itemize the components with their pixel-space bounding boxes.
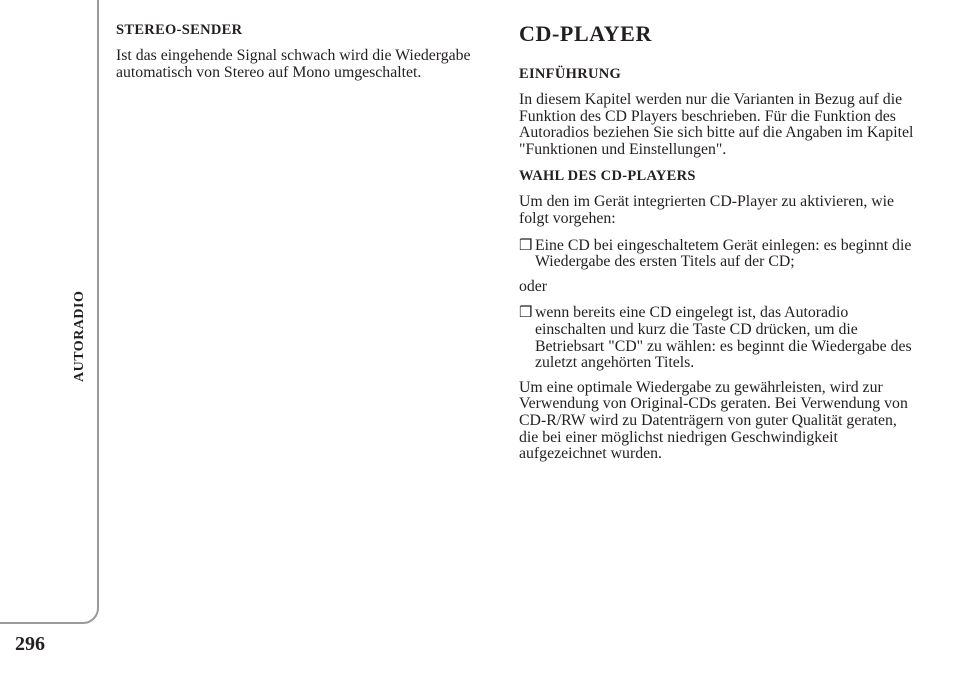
- checkbox-bullet-icon: ❒: [519, 305, 533, 322]
- right-column: [519, 22, 919, 473]
- bullet-text: wenn bereits eine CD eingelegt ist, das Autoradio einschalten und kurz die Taste CD drücken, um die Betriebsart "CD" zu wählen: es beginnt die Wiedergabe des zuletzt angehörten Titels.: [535, 304, 912, 372]
- bullet-item-insert-cd: [519, 238, 919, 271]
- checkbox-bullet-icon: ❒: [519, 237, 533, 254]
- bullet-item-cd-button: [519, 305, 919, 371]
- section-tab-label: AUTORADIO: [72, 290, 87, 382]
- select-paragraph: Um den im Gerät integrierten CD-Player zu aktivieren, wie folgt vorgehen:: [519, 193, 895, 227]
- closing-paragraph: Um eine optimale Wiedergabe zu gewährleisten, wird zur Verwendung von Original-CDs geraten. Bei Verwendung von CD-R/RW wird zu Datenträgern von guter Qualität geraten, die bei einer möglichst niedrigen Geschwindigkeit aufgezeichnet wurden.: [519, 378, 908, 463]
- page-title: CD-PLAYER: [519, 21, 652, 46]
- left-column: [116, 22, 478, 91]
- stereo-paragraph: Ist das eingehende Signal schwach wird die Wiedergabe automatisch von Stereo auf Mono umgeschaltet.: [116, 47, 471, 81]
- stereo-heading: STEREO-SENDER: [116, 22, 243, 38]
- intro-heading: EINFÜHRUNG: [519, 66, 622, 82]
- bullet-text: Eine CD bei eingeschaltetem Gerät einlegen: es beginnt die Wiedergabe des ersten Titels auf der CD;: [535, 236, 912, 271]
- or-text: oder: [519, 277, 548, 295]
- select-heading: WAHL DES CD-PLAYERS: [519, 168, 696, 185]
- page-number: 296: [15, 633, 45, 655]
- intro-paragraph: In diesem Kapitel werden nur die Varianten in Bezug auf die Funktion des CD Players beschrieben. Für die Funktion des Autoradios beziehen Sie sich bitte auf die Angaben im Kapitel "Funktionen und Einstellungen".: [519, 91, 914, 158]
